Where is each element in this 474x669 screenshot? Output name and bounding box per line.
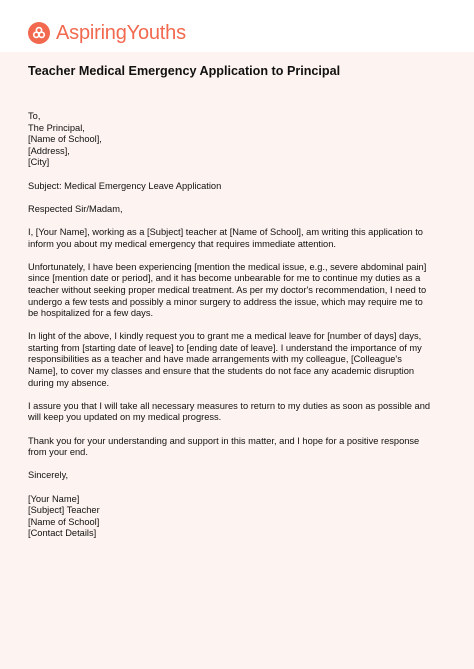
paragraph-line: responsibilities as a teacher and have made arrangements with my colleague, [Colleague's (28, 354, 402, 365)
signature-line: [Your Name] (28, 493, 80, 504)
paragraph-intro (28, 227, 448, 250)
paragraph-thanks (28, 436, 448, 459)
address-line: To, (28, 111, 41, 121)
paragraph-line: Name], to cover my classes and ensure that the students do not face any academic disruption (28, 366, 415, 377)
paragraph-line: Unfortunately, I have been experiencing [mention the medical issue, e.g., severe abdominal pain] (28, 261, 427, 272)
brand-logo[interactable] (28, 22, 186, 44)
subject-line: Subject: Medical Emergency Leave Application (28, 180, 222, 191)
paragraph-line: Thank you for your understanding and support in this matter, and I hope for a positive response (28, 435, 420, 446)
trefoil-logo-icon (28, 22, 50, 44)
signature-line: [Subject] Teacher (28, 505, 100, 516)
address-line: [Name of School], (28, 134, 102, 145)
paragraph-line: since [mention date or period], and it has become unbearable for me to continue my duties as a (28, 273, 421, 284)
document-title: Teacher Medical Emergency Application to Principal (28, 64, 341, 78)
signature-block (28, 494, 448, 540)
paragraph-medical-issue (28, 262, 448, 320)
paragraph-line: during my absence. (28, 377, 110, 388)
paragraph-leave-request (28, 331, 448, 389)
paragraph-line: In light of the above, I kindly request you to grant me a medical leave for [number of days] days, (28, 331, 422, 342)
salutation: Respected Sir/Madam, (28, 203, 123, 214)
paragraph-line: teacher without seeking proper medical treatment. As per my doctor's recommendation, I need to (28, 284, 427, 295)
paragraph-line: inform you about my medical emergency that requires immediate attention. (28, 238, 336, 249)
paragraph-assurance (28, 401, 448, 424)
paragraph-line: starting from [starting date of leave] to [ending date of leave]. I understand the importance of my (28, 342, 422, 353)
paragraph-line: undergo a few tests and possibly a minor surgery to address the issue, which may require me to (28, 296, 423, 307)
address-line: The Principal, (28, 122, 85, 133)
closing: Sincerely, (28, 470, 69, 481)
recipient-address (28, 111, 448, 169)
paragraph-line: I assure you that I will take all necessary measures to return to my duties as soon as possible and (28, 400, 431, 411)
letter-body (28, 111, 448, 540)
address-line: [Address], (28, 145, 70, 156)
paragraph-line: be hospitalized for a few days. (28, 308, 154, 319)
address-line: [City] (28, 157, 50, 168)
paragraph-line: I, [Your Name], working as a [Subject] teacher at [Name of School], am writing this application to (28, 226, 423, 237)
brand-name: AspiringYouths (56, 22, 186, 44)
paragraph-line: from your end. (28, 447, 88, 458)
signature-line: [Name of School] (28, 516, 100, 527)
signature-line: [Contact Details] (28, 528, 97, 539)
paragraph-line: will keep you updated on my medical progress. (28, 412, 222, 423)
